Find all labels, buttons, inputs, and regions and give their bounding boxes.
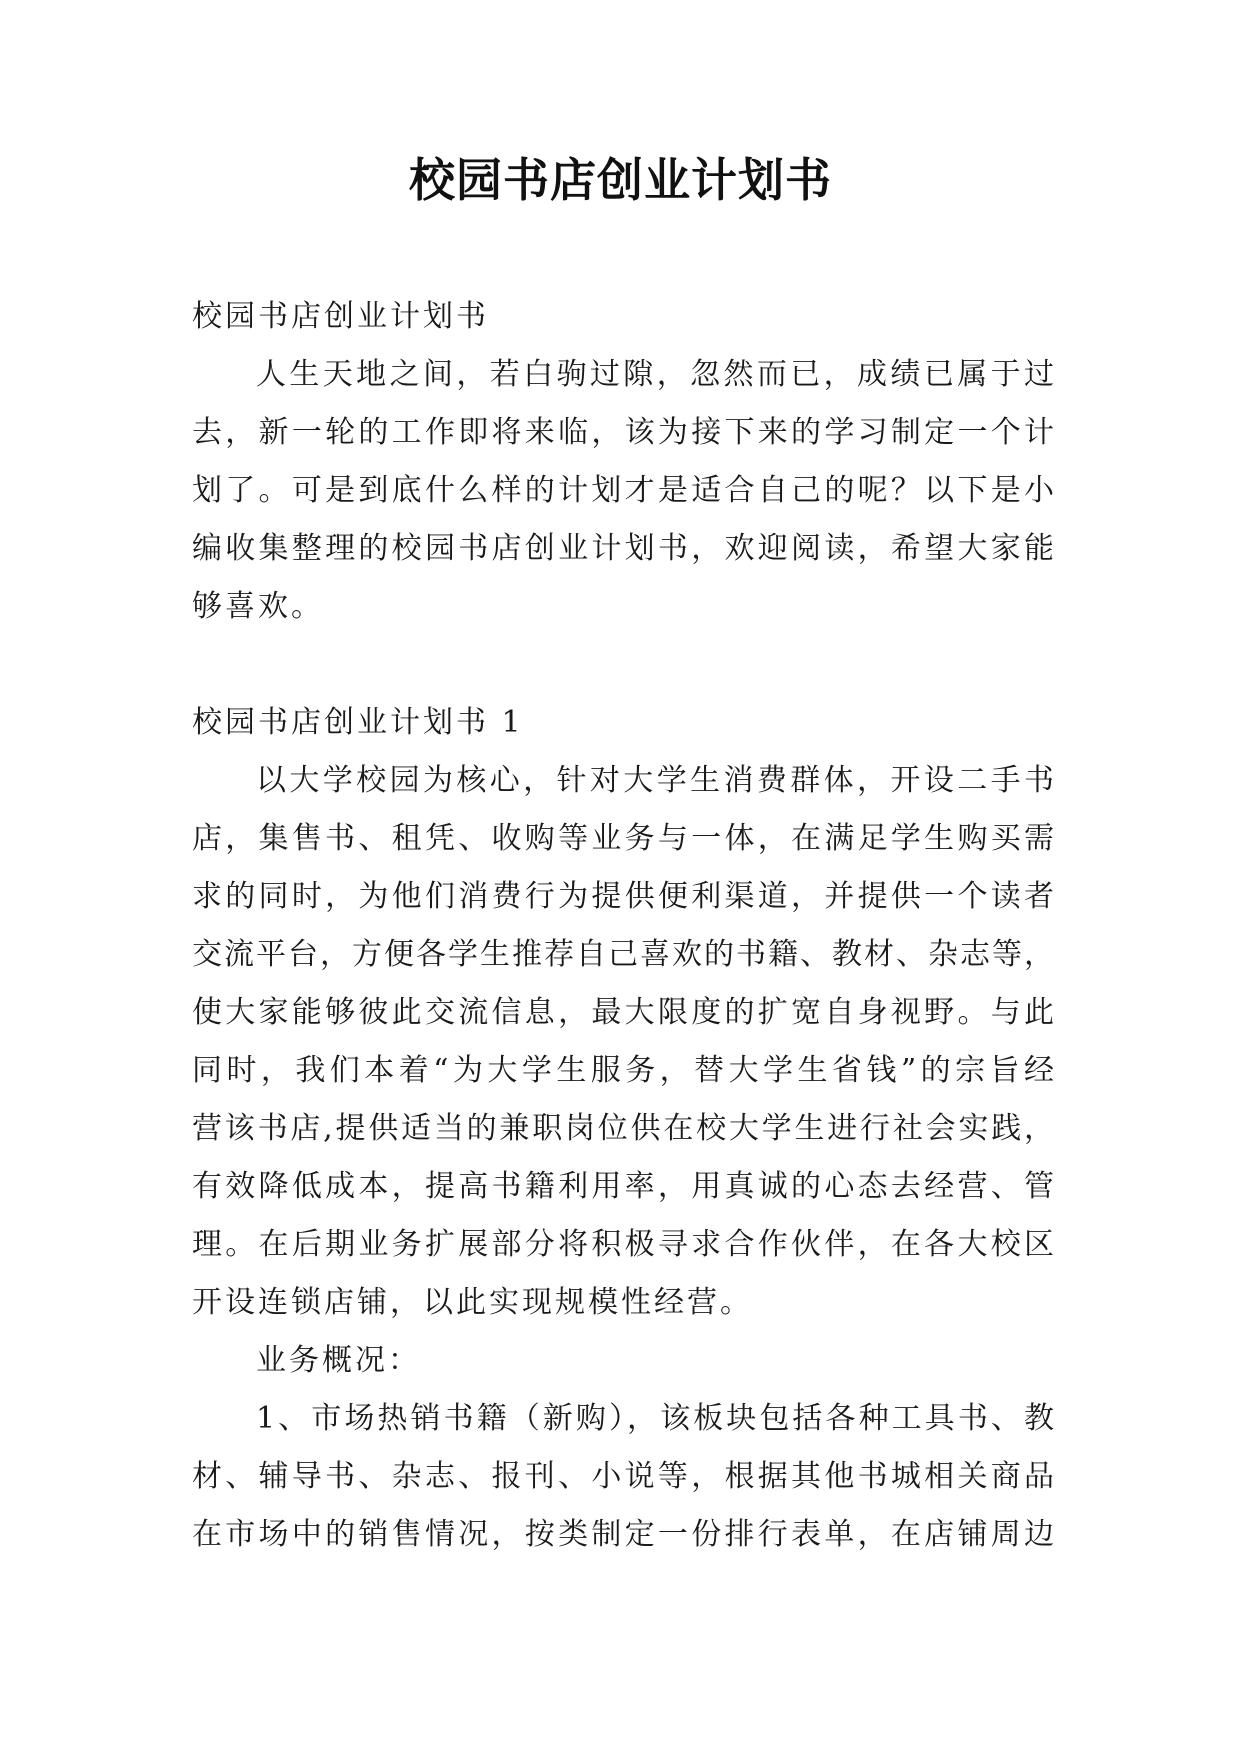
text-line: 使大家能够彼此交流信息，最大限度的扩宽自身视野。与此 [192, 995, 1054, 1030]
text-line: 营该书店,提供适当的兼职岗位供在校大学生进行社会实践， [192, 1111, 1054, 1146]
text-line: 校园书店创业计划书 [192, 299, 489, 334]
text-line: 校园书店创业计划书 1 [192, 705, 524, 740]
text-line: 店，集售书、租凭、收购等业务与一体，在满足学生购买需 [192, 821, 1054, 856]
text-line: 开设连锁店铺，以此实现规模性经营。 [192, 1285, 753, 1320]
text-line: 交流平台，方便各学生推荐自己喜欢的书籍、教材、杂志等， [192, 937, 1054, 972]
text-line: 够喜欢。 [192, 589, 324, 624]
text-line: 有效降低成本，提高书籍利用率，用真诚的心态去经营、管 [192, 1169, 1054, 1204]
text-line: 以大学校园为核心，针对大学生消费群体，开设二手书 [256, 763, 1054, 798]
text-line: 1、市场热销书籍（新购），该板块包括各种工具书、教 [256, 1401, 1054, 1436]
text-line: 人生天地之间，若白驹过隙，忽然而已，成绩已属于过 [256, 357, 1054, 392]
text-line: 去，新一轮的工作即将来临，该为接下来的学习制定一个计 [192, 415, 1054, 450]
text-line: 划了。可是到底什么样的计划才是适合自己的呢？以下是小 [192, 473, 1054, 508]
document-body [192, 288, 1054, 1564]
text-line: 编收集整理的校园书店创业计划书，欢迎阅读，希望大家能 [192, 531, 1054, 566]
text-line: 同时，我们本着“为大学生服务，替大学生省钱”的宗旨经 [192, 1053, 1054, 1088]
document-title: 校园书店创业计划书 [409, 153, 832, 207]
paragraph-gap [192, 636, 1054, 694]
text-line: 材、辅导书、杂志、报刊、小说等，根据其他书城相关商品 [192, 1459, 1054, 1494]
text-line: 求的同时，为他们消费行为提供便利渠道，并提供一个读者 [192, 879, 1054, 914]
text-line: 理。在后期业务扩展部分将积极寻求合作伙伴，在各大校区 [192, 1227, 1054, 1262]
text-line: 在市场中的销售情况，按类制定一份排行表单，在店铺周边 [192, 1517, 1054, 1552]
text-line: 业务概况： [256, 1343, 421, 1378]
